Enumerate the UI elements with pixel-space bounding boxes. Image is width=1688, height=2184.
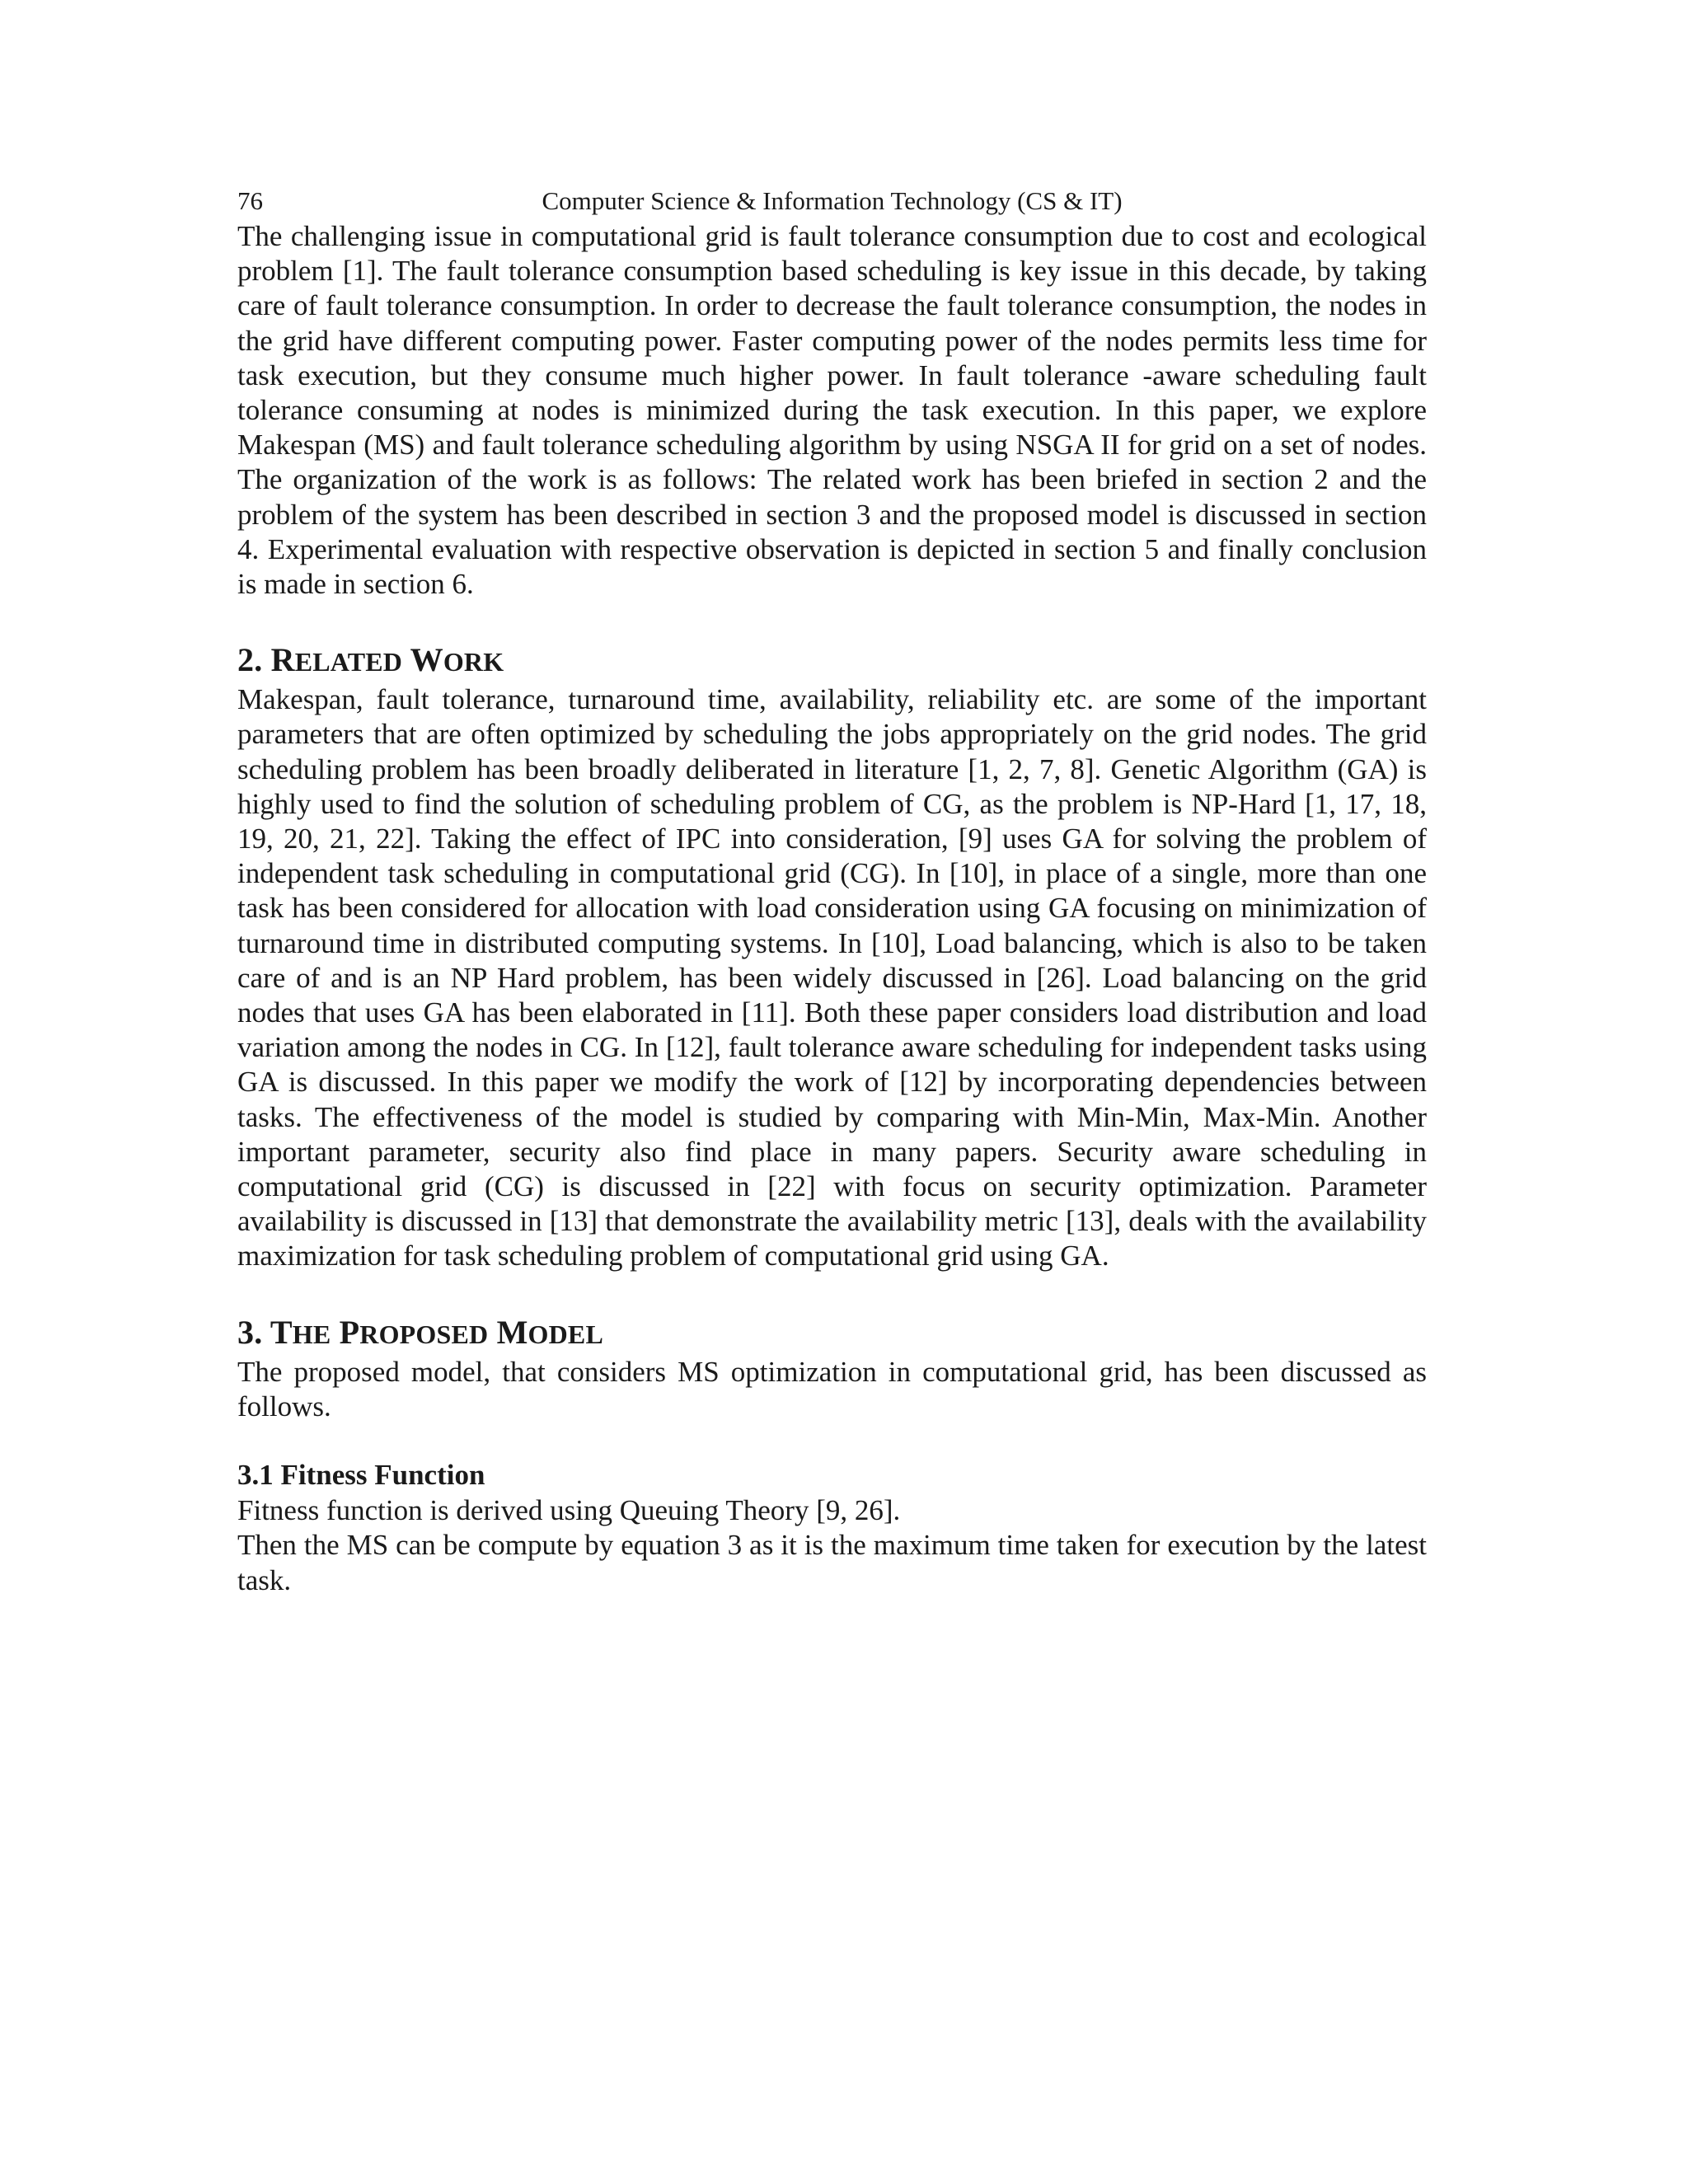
heading-cap: R — [270, 641, 295, 679]
makespan-paragraph: Then the MS can be compute by equation 3 as it is the maximum time taken for execution by the latest task. — [237, 1529, 1427, 1596]
heading-rest: ELATED — [294, 647, 403, 677]
running-header — [237, 183, 1427, 219]
heading-rest: ORK — [443, 647, 504, 677]
intro-paragraph: The challenging issue in computational grid is fault tolerance consumption due to cost and ecological problem [1]. The fault tolerance consumption based scheduling is key issue in this decade, by taking care of fault tolerance consumption. In order to decrease the fault tolerance consumption, the nodes in the grid have different computing power. Faster computing power of the nodes permits less time for task execution, but they consume much higher power. In fault tolerance -aware scheduling fault tolerance consuming at nodes is minimized during the task execution. In this paper, we explore Makespan (MS) and fault tolerance scheduling algorithm by using NSGA II for grid on a set of nodes. The organization of the work is as follows: The related work has been briefed in section 2 and the problem of the system has been described in section 3 and the proposed model is discussed in section 4. Experimental evaluation with respective observation is depicted in section 5 and finally conclusion is made in section 6. — [237, 220, 1427, 601]
related-work-paragraph: Makespan, fault tolerance, turnaround time, availability, reliability etc. are some of the important parameters that are often optimized by scheduling the jobs appropriately on the grid nodes. The grid scheduling problem has been broadly deliberated in literature [1, 2, 7, 8]. Genetic Algorithm (GA) is highly used to find the solution of scheduling problem of CG, as the problem is NP-Hard [1, 17, 18, 19, 20, 21, 22]. Taking the effect of IPC into consideration, [9] uses GA for solving the problem of independent task scheduling in computational grid (CG). In [10], in place of a single, more than one task has been considered for allocation with load consideration using GA focusing on minimization of turnaround time in distributed computing systems. In [10], Load balancing, which is also to be taken care of and is an NP Hard problem, has been widely discussed in [26]. Load balancing on the grid nodes that uses GA has been elaborated in [11]. Both these paper considers load distribution and load variation among the nodes in CG. In [12], fault tolerance aware scheduling for independent tasks using GA is discussed. In this paper we modify the work of [12] by incorporating dependencies between tasks. The effectiveness of the model is studied by comparing with Min-Min, Max-Min. Another important parameter, security also find place in many papers. Security aware scheduling in computational grid (CG) is discussed in [22] with focus on security optimization. Parameter availability is discussed in [13] that demonstrate the availability metric [13], deals with the availability maximization for task scheduling problem of computational grid using GA. — [237, 683, 1427, 1272]
section-heading-related-work — [237, 640, 1427, 682]
heading-rest: HE — [292, 1319, 331, 1349]
heading-cap: M — [496, 1313, 528, 1351]
proposed-model-paragraph: The proposed model, that considers MS optimization in computational grid, has been discussed as follows. — [237, 1355, 1427, 1422]
heading-cap: P — [339, 1313, 360, 1351]
section-number: 3. — [237, 1313, 263, 1351]
heading-cap: T — [270, 1313, 293, 1351]
heading-rest: ROPOSED — [359, 1319, 489, 1349]
subsection-heading-fitness-function: 3.1 Fitness Function — [237, 1459, 485, 1492]
fitness-function-paragraph: Fitness function is derived using Queuing Theory [9, 26]. — [237, 1494, 901, 1527]
section-heading-proposed-model — [237, 1312, 1427, 1355]
heading-rest: ODEL — [528, 1319, 604, 1349]
heading-cap: W — [410, 641, 443, 679]
section-number: 2. — [237, 641, 263, 679]
journal-title: Computer Science & Information Technology (CS & IT) — [542, 186, 1123, 215]
page-number: 76 — [237, 186, 263, 215]
paper-page — [237, 183, 1427, 1598]
